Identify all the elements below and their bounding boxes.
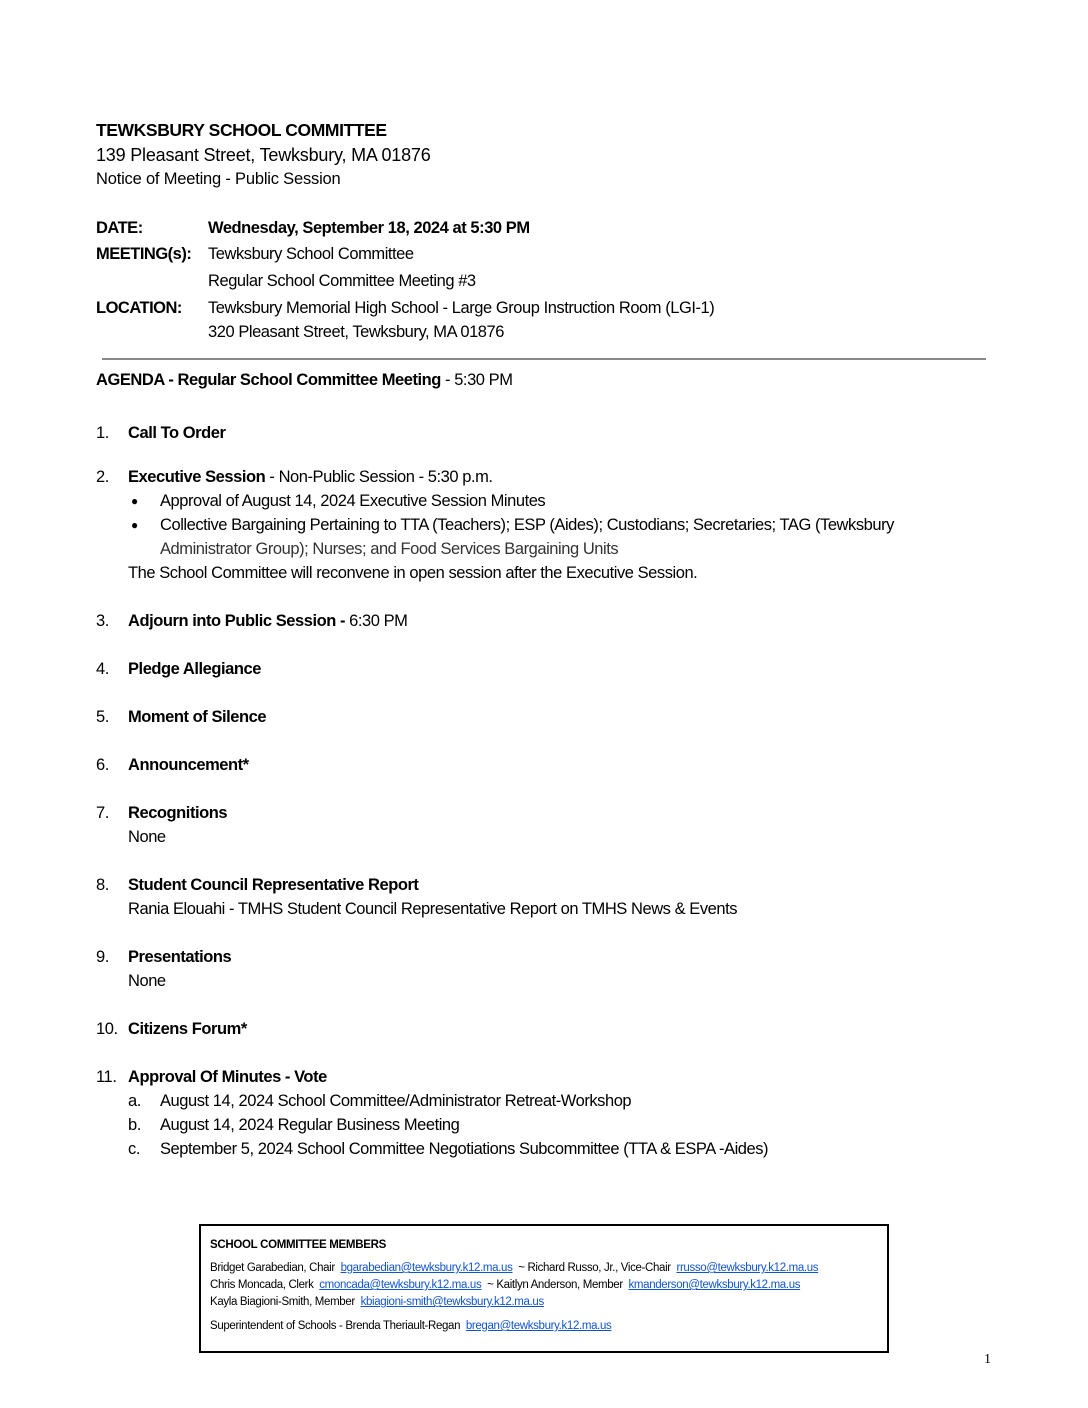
item-title: Announcement*	[128, 756, 249, 774]
item-number: 2.	[96, 468, 109, 486]
item-number: 5.	[96, 708, 109, 726]
member-name: Bridget Garabedian, Chair	[210, 1262, 335, 1274]
item-title: Presentations	[128, 948, 232, 966]
item-title: Recognitions	[128, 804, 228, 822]
members-box-title: SCHOOL COMMITTEE MEMBERS	[210, 1239, 386, 1251]
org-address: 139 Pleasant Street, Tewksbury, MA 01876	[96, 145, 431, 165]
bullet-icon: ●	[131, 518, 139, 532]
item-title: Adjourn into Public Session -	[128, 612, 346, 630]
item-title-detail: - Non-Public Session - 5:30 p.m.	[265, 468, 493, 486]
item-number: 1.	[96, 424, 109, 442]
subitem-letter: b.	[128, 1116, 141, 1134]
member-name: Chris Moncada, Clerk	[210, 1279, 314, 1291]
meeting-line-2: Regular School Committee Meeting #3	[208, 272, 476, 290]
location-label: LOCATION:	[96, 299, 182, 317]
item-title: Citizens Forum*	[128, 1020, 247, 1038]
item-number: 10.	[96, 1020, 118, 1038]
location-line-1: Tewksbury Memorial High School - Large Group Instruction Room (LGI-1)	[208, 299, 715, 317]
subitem-text: August 14, 2024 School Committee/Administrator Retreat-Workshop	[160, 1092, 632, 1110]
bullet-icon: ●	[131, 494, 139, 508]
bullet-text: Collective Bargaining Pertaining to TTA (Teachers); ESP (Aides); Custodians; Secretaries; TAG (Tewksbury	[160, 516, 894, 534]
item-number: 9.	[96, 948, 109, 966]
member-name: Kayla Biagioni-Smith, Member	[210, 1296, 355, 1308]
subitem-text: August 14, 2024 Regular Business Meeting	[160, 1116, 460, 1134]
separator: ~	[487, 1279, 494, 1291]
item-detail: Rania Elouahi - TMHS Student Council Representative Report on TMHS News & Events	[128, 900, 738, 918]
member-name: Kaitlyn Anderson, Member	[496, 1279, 623, 1291]
page-number: 1	[984, 1352, 991, 1367]
separator: ~	[518, 1262, 525, 1274]
member-name: Richard Russo, Jr., Vice-Chair	[527, 1262, 671, 1274]
member-email-link[interactable]: kbiagioni-smith@tewksbury.k12.ma.us	[360, 1296, 544, 1308]
agenda-title-time: - 5:30 PM	[440, 371, 513, 389]
item-detail: None	[128, 972, 166, 990]
item-title-detail: 6:30 PM	[345, 612, 408, 630]
members-line	[210, 1296, 544, 1308]
item-number: 11.	[96, 1068, 117, 1086]
item-number: 4.	[96, 660, 109, 678]
item-number: 3.	[96, 612, 109, 630]
agenda-title-bold: AGENDA - Regular School Committee Meeting	[96, 371, 441, 389]
item-title: Call To Order	[128, 424, 226, 442]
location-line-2: 320 Pleasant Street, Tewksbury, MA 01876	[208, 323, 504, 341]
superintendent-line	[210, 1320, 611, 1332]
superintendent-name: Superintendent of Schools - Brenda Theriault-Regan	[210, 1320, 461, 1332]
org-name: TEWKSBURY SCHOOL COMMITTEE	[96, 120, 387, 140]
member-email-link[interactable]: rrusso@tewksbury.k12.ma.us	[676, 1262, 819, 1274]
member-email-link[interactable]: bgarabedian@tewksbury.k12.ma.us	[340, 1262, 513, 1274]
item-title: Executive Session	[128, 468, 266, 486]
meeting-label: MEETING(s):	[96, 245, 192, 263]
agenda-title	[96, 371, 513, 390]
members-line	[210, 1262, 818, 1274]
date-value: Wednesday, September 18, 2024 at 5:30 PM	[208, 219, 530, 237]
subitem-letter: c.	[128, 1140, 141, 1158]
item-title: Moment of Silence	[128, 708, 267, 726]
member-email-link[interactable]: cmoncada@tewksbury.k12.ma.us	[319, 1279, 482, 1291]
meeting-notice: Notice of Meeting - Public Session	[96, 170, 341, 188]
bullet-text: Approval of August 14, 2024 Executive Session Minutes	[160, 492, 546, 510]
member-email-link[interactable]: kmanderson@tewksbury.k12.ma.us	[628, 1279, 801, 1291]
item-number: 8.	[96, 876, 109, 894]
superintendent-email-link[interactable]: bregan@tewksbury.k12.ma.us	[465, 1320, 612, 1332]
item-note: The School Committee will reconvene in open session after the Executive Session.	[128, 564, 698, 582]
item-title: Pledge Allegiance	[128, 660, 261, 678]
item-number: 7.	[96, 804, 109, 822]
subitem-text: September 5, 2024 School Committee Negotiations Subcommittee (TTA & ESPA -Aides)	[160, 1140, 769, 1158]
subitem-letter: a.	[128, 1092, 141, 1110]
members-line	[210, 1279, 800, 1291]
date-label: DATE:	[96, 219, 143, 237]
item-title: Student Council Representative Report	[128, 876, 419, 894]
item-title: Approval Of Minutes - Vote	[128, 1068, 327, 1086]
item-number: 6.	[96, 756, 109, 774]
bullet-text-continued: Administrator Group); Nurses; and Food Services Bargaining Units	[160, 540, 619, 558]
item-title-line	[128, 612, 407, 631]
meeting-line-1: Tewksbury School Committee	[208, 245, 414, 263]
item-detail: None	[128, 828, 166, 846]
committee-members-box	[199, 1224, 889, 1353]
item-title-line	[128, 468, 493, 487]
horizontal-rule	[102, 358, 986, 360]
